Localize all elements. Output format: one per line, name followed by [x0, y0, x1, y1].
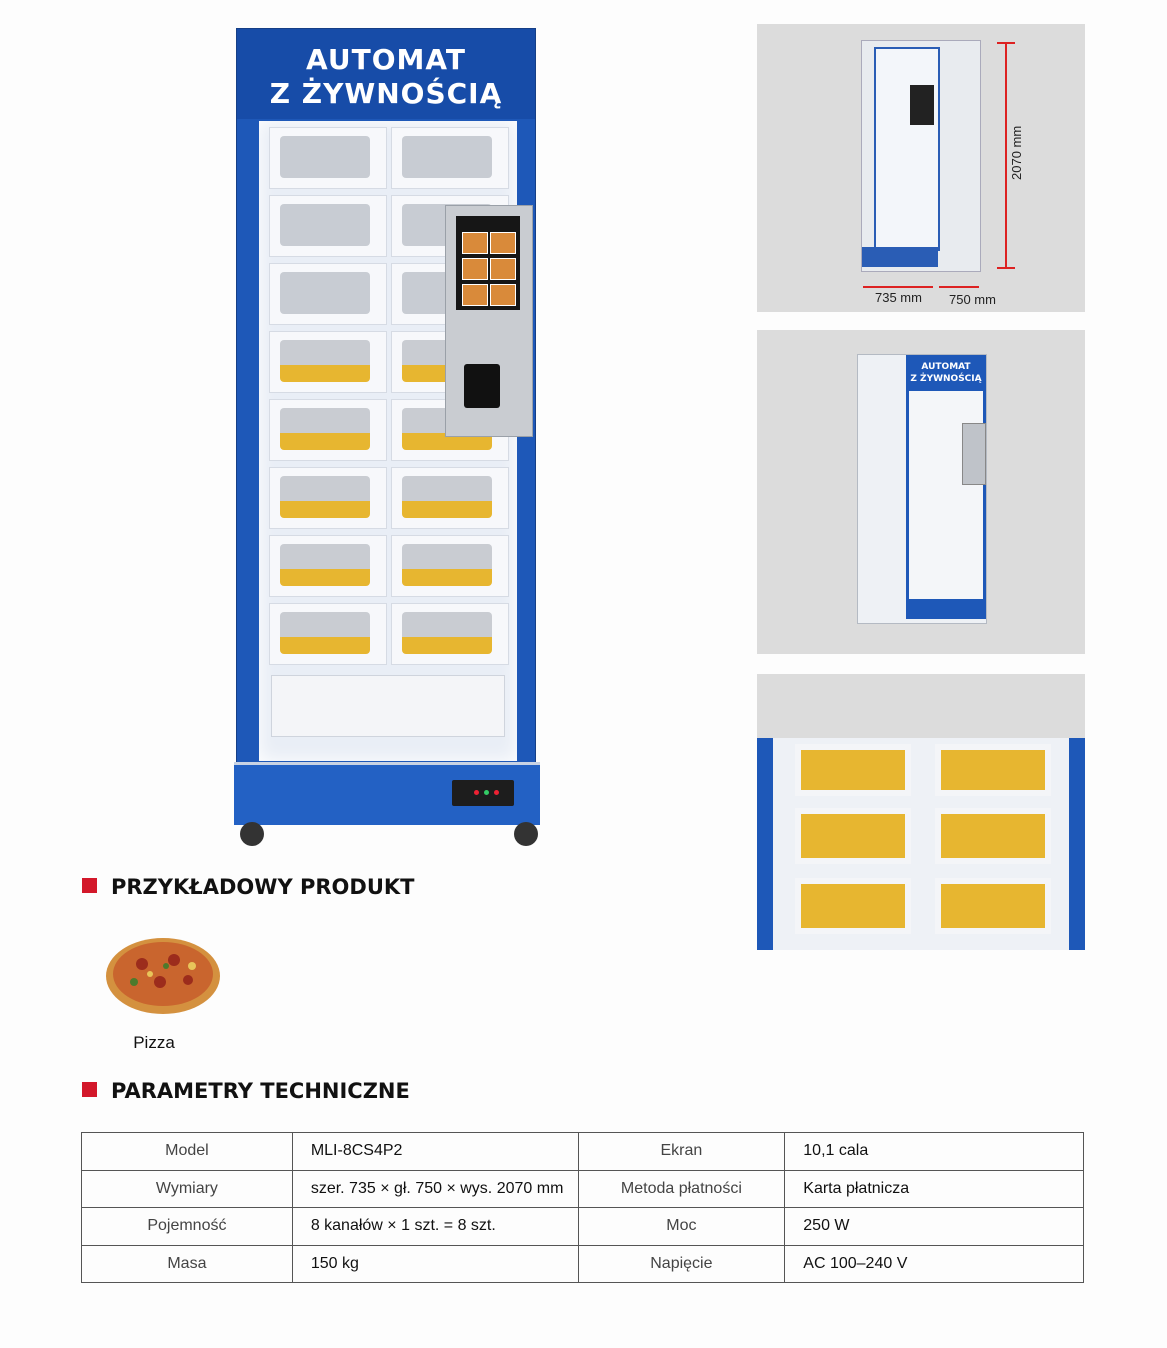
sample-product-heading: [82, 875, 414, 899]
specs-table: [81, 1132, 1084, 1283]
specs-heading: [82, 1079, 410, 1103]
sample-product-title: PRZYKŁADOWY PRODUKT: [111, 875, 415, 899]
closeup-photo: [757, 674, 1085, 950]
payment-terminal: [445, 205, 533, 437]
machine-angled: [857, 354, 987, 624]
spec-label: Metoda płatności: [578, 1170, 785, 1208]
locker: [269, 195, 387, 257]
vending-machine-image: [234, 28, 540, 852]
spec-label: Ekran: [578, 1133, 785, 1171]
angled-view-photo: [757, 330, 1085, 654]
red-square-icon: [82, 1082, 97, 1097]
spec-label: Pojemność: [82, 1208, 293, 1246]
spec-value: 8 kanałów × 1 szt. = 8 szt.: [292, 1208, 578, 1246]
product-name: Pizza: [133, 1033, 175, 1052]
machine-header-line2: Z ŻYWNOŚCIĄ: [269, 77, 503, 110]
locker: [391, 127, 509, 189]
machine-side-view: [861, 40, 981, 272]
machine-body: [236, 28, 536, 790]
locker: [269, 331, 387, 393]
pizza-icon: [104, 934, 222, 1021]
spec-value: Karta płatnicza: [785, 1170, 1084, 1208]
spec-label: Masa: [82, 1245, 293, 1283]
machine-header-sign: [237, 29, 535, 119]
spec-value: 250 W: [785, 1208, 1084, 1246]
red-square-icon: [82, 878, 97, 893]
specs-title: PARAMETRY TECHNICZNE: [111, 1079, 410, 1103]
spec-label: Model: [82, 1133, 293, 1171]
control-panel: [452, 780, 514, 806]
locker: [269, 127, 387, 189]
spec-value: 10,1 cala: [785, 1133, 1084, 1171]
spec-label: Napięcie: [578, 1245, 785, 1283]
width-label: 735 mm: [875, 290, 922, 305]
angled-header-line1: AUTOMAT: [921, 362, 971, 372]
locker: [391, 467, 509, 529]
locker: [269, 399, 387, 461]
dimensions-photo: [757, 24, 1085, 312]
spec-value: szer. 735 × gł. 750 × wys. 2070 mm: [292, 1170, 578, 1208]
depth-label: 750 mm: [949, 292, 996, 307]
wheel: [514, 822, 538, 846]
spec-label: Moc: [578, 1208, 785, 1246]
locker: [269, 263, 387, 325]
locker: [269, 603, 387, 665]
table-row: [82, 1208, 1084, 1246]
locker: [391, 603, 509, 665]
spec-value: AC 100–240 V: [785, 1245, 1084, 1283]
spec-label: Wymiary: [82, 1170, 293, 1208]
table-row: [82, 1133, 1084, 1171]
locker: [269, 467, 387, 529]
touch-screen: [456, 216, 520, 310]
locker: [269, 535, 387, 597]
spec-value: 150 kg: [292, 1245, 578, 1283]
storage-door: [271, 675, 505, 737]
spec-value: MLI-8CS4P2: [292, 1133, 578, 1171]
table-row: [82, 1245, 1084, 1283]
wheel: [240, 822, 264, 846]
angled-header-line2: Z ŻYWNOŚCIĄ: [910, 374, 982, 384]
card-reader: [464, 364, 500, 408]
machine-header-line1: AUTOMAT: [306, 43, 466, 76]
table-row: [82, 1170, 1084, 1208]
height-label: 2070 mm: [1009, 125, 1024, 180]
locker: [391, 535, 509, 597]
